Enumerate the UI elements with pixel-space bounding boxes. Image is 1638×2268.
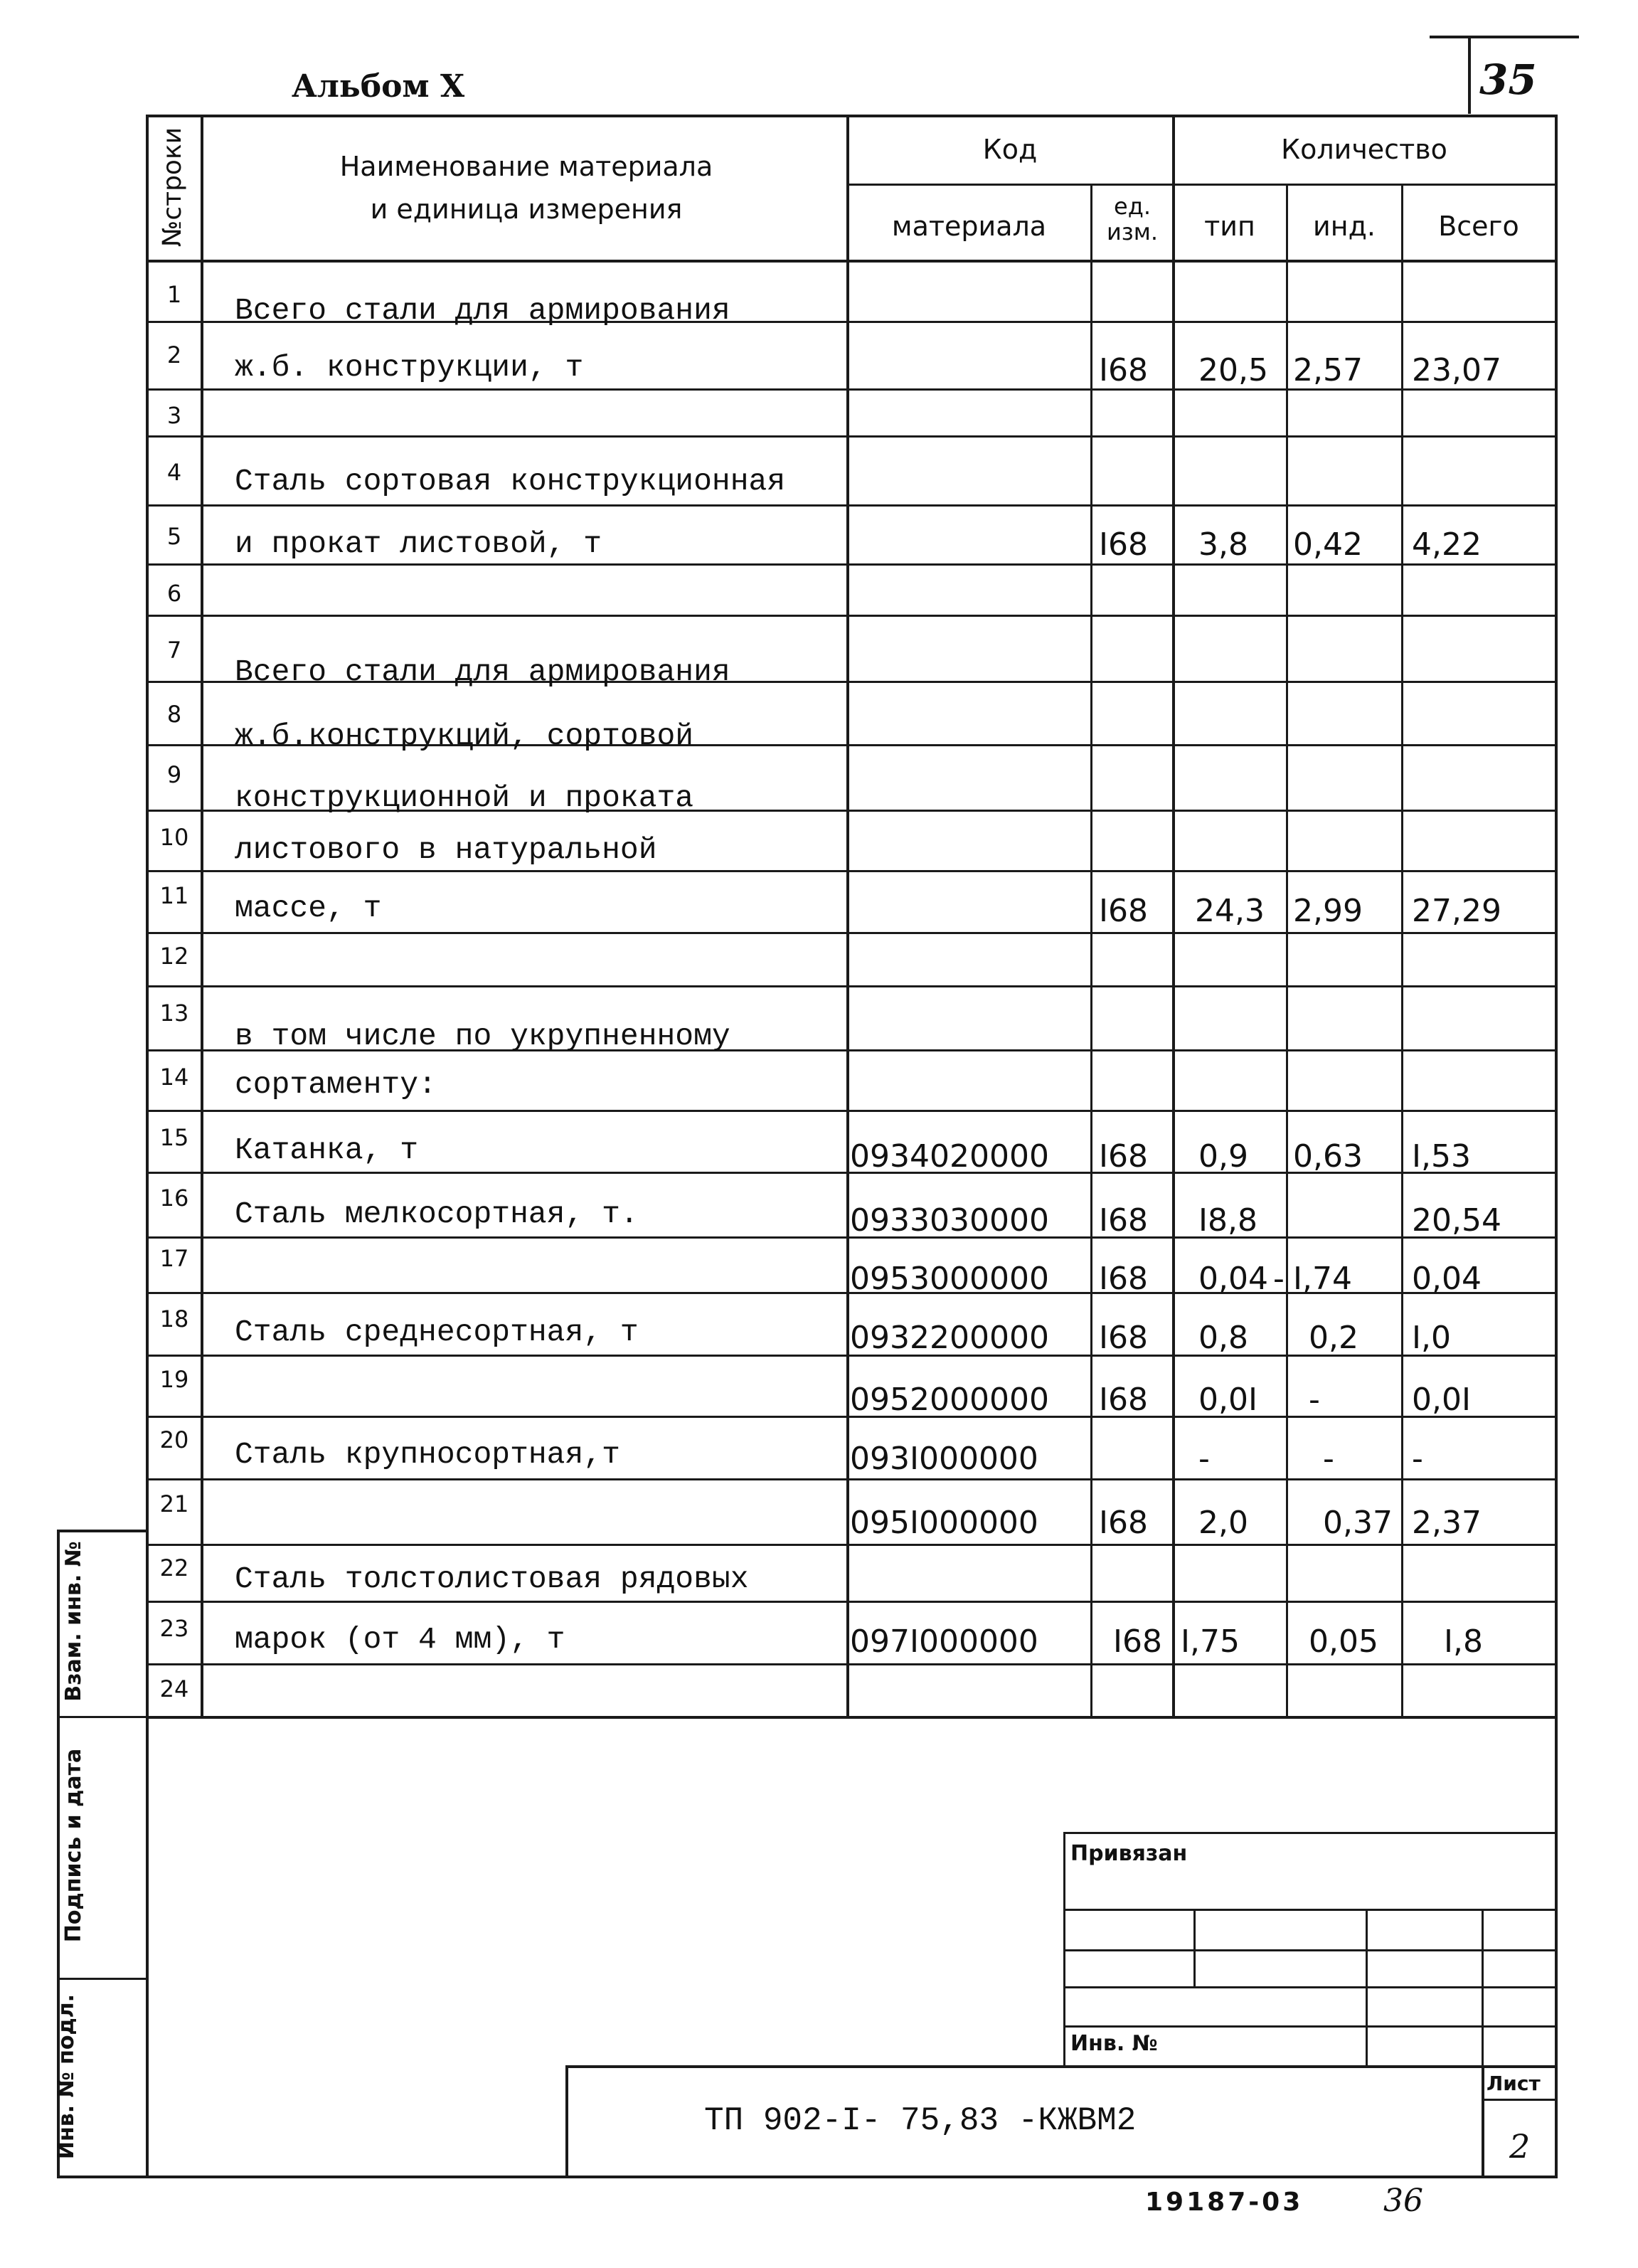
header-material: материала [891, 211, 1047, 242]
tb-inv-no: Инв. № [1070, 2031, 1158, 2056]
row-sep [146, 1663, 1558, 1665]
row-name: конструкционной и проката [235, 780, 694, 815]
side-stamp-div1 [57, 1716, 148, 1718]
row-code: 0953000000 [850, 1261, 1049, 1297]
row-name: сортаменту: [235, 1067, 437, 1102]
tb-v3 [1482, 1909, 1484, 2067]
row-ind: 0,63 [1293, 1138, 1363, 1175]
header-total: Всего [1438, 211, 1519, 242]
row-sep [146, 985, 1558, 987]
header-subdivider [846, 184, 1558, 186]
row-number: 21 [159, 1490, 189, 1517]
row-number: 22 [159, 1554, 189, 1581]
table-right-border [1555, 115, 1558, 1718]
doc-box-list-sep [1482, 2065, 1484, 2178]
row-unit: I68 [1099, 893, 1148, 929]
row-typ: 2,0 [1198, 1505, 1248, 1541]
row-typ: - [1198, 1441, 1210, 1477]
album-title: Альбом X [292, 68, 465, 105]
row-typ: 3,8 [1198, 526, 1248, 563]
header-qty-group: Количество [1281, 134, 1447, 165]
doc-box-left [565, 2065, 568, 2178]
doc-box-top [565, 2065, 1558, 2068]
row-number: 23 [159, 1615, 189, 1642]
row-unit: I68 [1099, 1382, 1148, 1418]
row-number: 17 [159, 1245, 189, 1272]
row-number: 12 [159, 943, 189, 970]
row-number: 2 [166, 341, 182, 369]
row-ind: 2,57 [1293, 352, 1363, 388]
header-code-group: Код [982, 134, 1038, 165]
row-unit: I68 [1099, 352, 1148, 388]
row-name: Всего стали для армирования [235, 293, 730, 328]
table-top-border [146, 115, 1558, 117]
row-code: 095I000000 [850, 1505, 1038, 1541]
row-sep [146, 870, 1558, 872]
row-typ: 20,5 [1198, 352, 1268, 388]
row-total: 2,37 [1412, 1505, 1482, 1541]
header-row-number: №строки [158, 127, 187, 248]
row-name: ж.б.конструкций, сортовой [235, 719, 694, 753]
row-sep [146, 504, 1558, 507]
row-total: I,8 [1444, 1623, 1483, 1660]
row-typ: 0,04 [1198, 1261, 1268, 1297]
lower-frame-right [1555, 1716, 1558, 2178]
row-typ: 0,8 [1198, 1320, 1248, 1356]
row-typ: I8,8 [1198, 1202, 1257, 1239]
page-number-frame-left [1468, 36, 1471, 114]
row-name: Сталь мелкосортная, т. [235, 1197, 639, 1231]
row-code: 0952000000 [850, 1382, 1049, 1418]
row-number: 15 [159, 1124, 189, 1151]
document-code: ТП 902-I- 75,83 -КЖВМ2 [704, 2102, 1137, 2139]
side-stamp-vzam: Взам. инв. № [61, 1541, 86, 1702]
row-code: 0934020000 [850, 1138, 1049, 1175]
row-sep [146, 1478, 1558, 1480]
row-number: 8 [166, 701, 182, 728]
row-code: 0932200000 [850, 1320, 1049, 1356]
lower-frame-bottom [57, 2176, 1558, 2178]
col-ind-right [1401, 184, 1403, 1718]
row-ind: - [1309, 1382, 1320, 1418]
row-number: 13 [159, 1000, 189, 1027]
header-name-line2: и единица измерения [370, 194, 683, 225]
row-name: Сталь среднесортная, т [235, 1315, 639, 1350]
footer-page: 36 [1383, 2183, 1423, 2219]
row-number: 16 [159, 1185, 189, 1212]
row-number: 24 [159, 1675, 189, 1702]
list-label: Лист [1487, 2072, 1541, 2095]
tb-privyazan: Привязан [1070, 1841, 1188, 1866]
row-name: массе, т [235, 891, 382, 926]
row-name: марок (от 4 мм), т [235, 1622, 565, 1657]
row-sep [146, 435, 1558, 438]
row-code: 097I000000 [850, 1623, 1038, 1660]
header-ind: инд. [1313, 211, 1376, 242]
header-unit: ед. изм. [1106, 193, 1159, 245]
row-number: 1 [166, 281, 182, 308]
doc-box-list-line [1482, 2099, 1558, 2101]
row-sep [146, 1544, 1558, 1546]
row-ind: 0,05 [1309, 1623, 1378, 1660]
row-sep [146, 563, 1558, 566]
row-number: 4 [166, 459, 182, 486]
tb-v1 [1193, 1909, 1196, 1987]
row-number: 3 [166, 402, 182, 429]
row-name: в том числе по укрупненному [235, 1019, 730, 1054]
row-number: 10 [159, 824, 189, 851]
row-name: Сталь сортовая конструкционная [235, 464, 786, 499]
row-ind: - [1323, 1441, 1334, 1477]
row-total: 27,29 [1412, 893, 1501, 929]
row-sep [146, 1601, 1558, 1603]
row-typ: 24,3 [1195, 893, 1265, 929]
col-unit-right [1172, 115, 1175, 1718]
col-rownum-left [146, 115, 149, 1718]
table-header-bottom [146, 260, 1558, 263]
row-code: 0933030000 [850, 1202, 1049, 1239]
row-ind: 0,2 [1309, 1320, 1358, 1356]
row-number: 20 [159, 1426, 189, 1453]
row-unit: I68 [1113, 1623, 1162, 1660]
row-number: 5 [166, 523, 182, 550]
row-total: - [1412, 1441, 1423, 1477]
row-total: 0,0I [1412, 1382, 1471, 1418]
row-ind: 0,42 [1293, 526, 1363, 563]
row-number: 19 [159, 1366, 189, 1393]
row-typ: 0,0I [1198, 1382, 1257, 1418]
row-number: 11 [159, 882, 189, 909]
row-unit: I68 [1099, 1261, 1148, 1297]
row-total: 4,22 [1412, 526, 1482, 563]
row-unit: I68 [1099, 1320, 1148, 1356]
row-typ: 0,9 [1198, 1138, 1248, 1175]
row-sep [146, 932, 1558, 934]
row-name: и прокат листовой, т [235, 526, 602, 561]
page-number: 35 [1479, 55, 1537, 104]
lower-frame-left [146, 1716, 149, 2178]
row-unit: I68 [1099, 526, 1148, 563]
side-stamp-inv-podl: Инв. № подл. [54, 1993, 79, 2160]
row-ind: 2,99 [1293, 893, 1363, 929]
side-stamp-podpis: Подпись и дата [61, 1748, 86, 1943]
row-total: I,53 [1412, 1138, 1471, 1175]
col-code-right [1090, 184, 1092, 1718]
tb-v2 [1366, 1909, 1368, 2067]
row-sep [146, 1110, 1558, 1112]
row-sep [146, 388, 1558, 391]
row-total: 0,04 [1412, 1261, 1482, 1297]
header-typ: тип [1204, 211, 1255, 242]
row-total: 20,54 [1412, 1202, 1501, 1239]
row-unit: I68 [1099, 1202, 1148, 1239]
row-typ: I,75 [1181, 1623, 1240, 1660]
col-name-right [846, 115, 849, 1718]
row-name: Катанка, т [235, 1133, 419, 1167]
row-number: 9 [166, 761, 182, 788]
row-total: I,0 [1412, 1320, 1451, 1356]
row-number: 7 [166, 637, 182, 664]
row-ind: 0,37 [1323, 1505, 1393, 1541]
list-number: 2 [1509, 2127, 1531, 2166]
table-bottom-border [146, 1716, 1558, 1719]
row-unit: I68 [1099, 1138, 1148, 1175]
row-name: ж.б. конструкции, т [235, 350, 584, 385]
tb-top [1063, 1832, 1558, 1834]
row-ind: - [1273, 1261, 1285, 1297]
row-name: листового в натуральной [235, 832, 657, 867]
row-name: Всего стали для армирования [235, 655, 730, 689]
row-number: 14 [159, 1064, 189, 1091]
page-number-frame-top [1430, 36, 1579, 38]
row-code: 093I000000 [850, 1441, 1038, 1477]
row-name: Сталь толстолистовая рядовых [235, 1562, 749, 1596]
col-rownum-right [201, 115, 203, 1718]
col-typ-right [1286, 184, 1288, 1718]
row-name: Сталь крупносортная,т [235, 1437, 620, 1472]
archive-number: 19187-03 [1145, 2188, 1304, 2217]
row-unit: I68 [1099, 1505, 1148, 1541]
header-name-line1: Наименование материала [339, 151, 713, 182]
row-total: 23,07 [1412, 352, 1501, 388]
row-ind: I,74 [1293, 1261, 1352, 1297]
row-number: 18 [159, 1305, 189, 1332]
row-sep [146, 615, 1558, 617]
row-number: 6 [166, 580, 182, 607]
